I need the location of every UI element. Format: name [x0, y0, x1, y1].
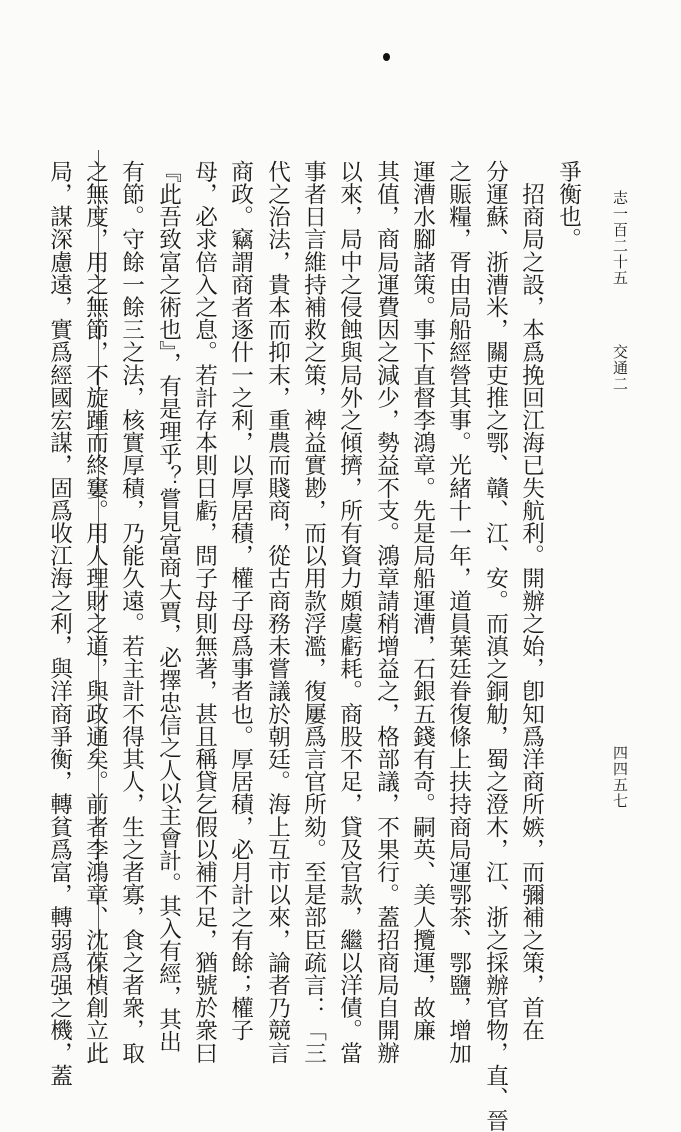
section-label: 交通二	[611, 344, 629, 392]
text-column-10: 商政。竊謂商者逐什一之利，以厚居積，權子母爲事者也。厚居積，必月計之有餘；權子	[227, 160, 254, 1042]
text-column-1: 爭衡也。	[555, 160, 582, 251]
text-column-14: 之無度，用之無節，不旋踵而終窶。用人理財之道，與政通矣。前者李鴻章、沈葆楨創立此	[82, 160, 109, 1064]
text-column-9: 代之治法，貴本而抑末，重農而賤商，從古商務未嘗議於朝廷。海上互市以來，論者乃競言	[264, 160, 291, 1064]
chapter-label: 志一百二十五	[611, 190, 629, 286]
text-column-8: 事者日言維持補救之策，裨益實尠，而以用款浮濫，復屢爲言官所劾。至是部臣疏言：「三	[300, 160, 327, 1064]
page-number: 四四五七	[611, 745, 629, 809]
text-column-6: 其值，商局運費因之減少，勢益不支。鴻章請稍增益之，格部議，不果行。蓋招商局自開辦	[373, 160, 400, 1064]
text-column-5: 運漕水腳諸策。事下直督李鴻章。先是局船運漕，石銀五錢有奇。嗣英、美人攬運，故廉	[409, 160, 436, 1042]
text-column-13: 有節。守餘一餘三之法，核實厚積，乃能久遠。若主計不得其人，生之者寡，食之者衆，取	[118, 160, 145, 1064]
text-column-2: 招商局之設，本爲挽回江海已失航利。開辦之始，卽知爲洋商所嫉，而彌補之策，首在	[518, 160, 545, 1042]
ink-dot	[383, 53, 390, 61]
text-column-3: 分運蘇、浙漕米，關吏推之鄂、贛、江、安。而滇之銅觔，蜀之澄木，江、浙之採辦官物，直、晉	[482, 160, 509, 1132]
text-column-12: 『此吾致富之術也』，有是理乎？嘗見富商大賈，必擇忠信之人以主會計。其入有經，其出	[155, 160, 182, 1053]
text-column-11: 母，必求倍入之息。若計存本則日虧，問子母則無著，甚且稱貸乞假以補不足，猶號於衆曰	[191, 160, 218, 1064]
text-column-15: 局，謀深慮遠，實爲經國宏謀，固爲收江海之利，與洋商爭衡，轉貧爲富，轉弱爲强之機，蓋	[46, 160, 73, 1087]
text-column-7: 以來，局中之侵蝕與局外之傾擠，所有資力頗虞虧耗。商股不足，貸及官款，繼以洋債。當	[336, 160, 363, 1064]
text-column-4: 之賑糧，胥由局船經營其事。光緒十一年，道員葉廷眷復條上扶持商局運鄂茶、鄂鹽，增加	[445, 160, 472, 1064]
